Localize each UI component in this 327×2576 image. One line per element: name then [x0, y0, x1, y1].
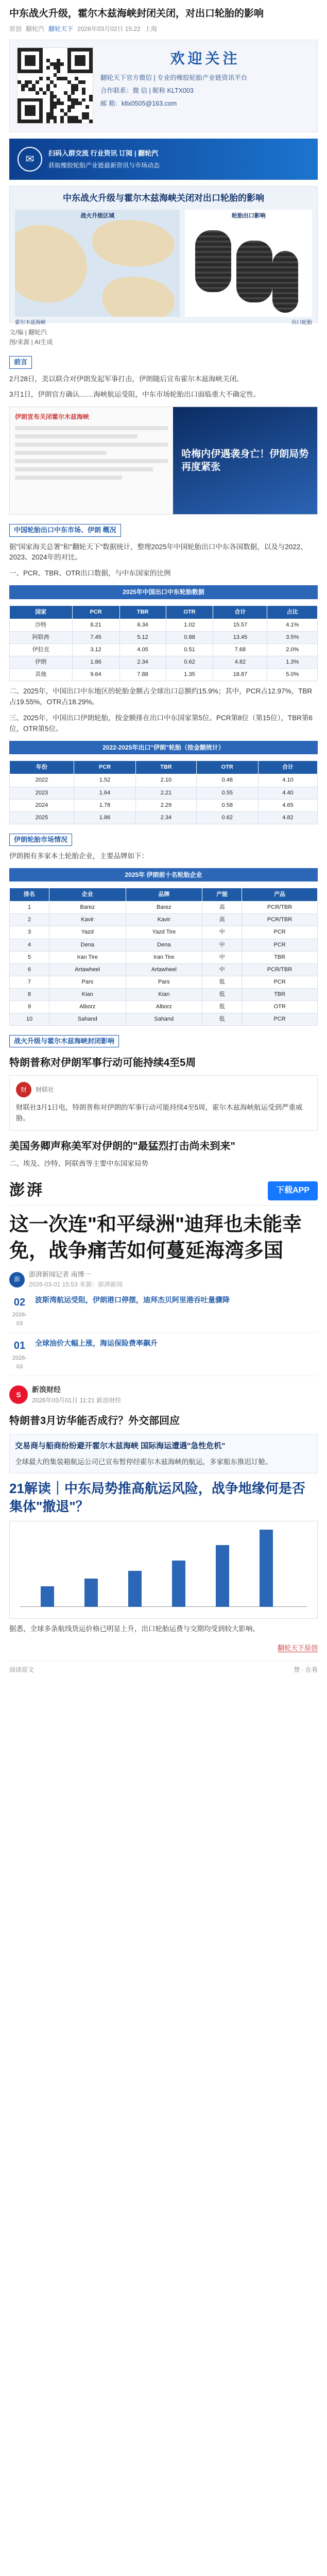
paragraph: 3月1日，伊朗官方确认……海峡航运受阻，中东市场轮胎出口面临重大不确定性。: [9, 391, 261, 399]
table-cell: Artawheel: [126, 963, 202, 976]
table-header-cell: 企业: [49, 888, 126, 902]
table-row: [10, 902, 318, 914]
banner-line-2: 获取橡胶轮胎产业链最新资讯与市场动态: [48, 161, 160, 169]
hero-foot-left: 霍尔木兹海峡: [15, 319, 46, 326]
table-cell: 中: [202, 963, 242, 976]
hero-foot-right: 出口轮胎: [291, 319, 312, 326]
table-cell: 6.34: [119, 619, 166, 631]
table-header-cell: OTR: [166, 605, 213, 619]
table-cell: 低: [202, 976, 242, 988]
chart-bar: [172, 1561, 185, 1607]
table-cell: Alborz: [49, 1001, 126, 1013]
table-cell: 1.3%: [267, 656, 318, 669]
table-cell: 4.82: [258, 811, 317, 824]
table-row: [10, 631, 318, 643]
download-app-button[interactable]: 下载APP: [268, 1181, 318, 1200]
table-cell: Iran Tire: [126, 951, 202, 963]
list-item[interactable]: [9, 1338, 318, 1376]
table-cell: 1.02: [166, 619, 213, 631]
banner-line-1: 扫码入群交流 行业资讯 订阅 | 翻轮汽: [48, 149, 159, 157]
table-cell: Pars: [126, 976, 202, 988]
meta-date: 2026年03月02日 15:22: [77, 25, 141, 32]
table-row: [10, 1013, 318, 1025]
table-cell: 4.05: [119, 644, 166, 656]
map-image: [15, 210, 180, 317]
table-cell: 8: [10, 988, 49, 1001]
table-header-cell: 产品: [242, 888, 318, 902]
table-row: [10, 988, 318, 1001]
table-header-cell: TBR: [119, 605, 166, 619]
table-cell: 伊朗: [10, 656, 73, 669]
table-header-cell: 合计: [258, 761, 317, 774]
table-cell: TBR: [242, 988, 318, 1001]
table-row: [10, 939, 318, 951]
table-cell: 2: [10, 914, 49, 926]
table-cell: 4.82: [213, 656, 267, 669]
list-text: 全球油价大幅上涨，海运保险费率飙升: [35, 1339, 158, 1348]
table-row: [10, 669, 318, 681]
table-cell: 高: [202, 914, 242, 926]
table-cell: Yazd Tire: [126, 926, 202, 939]
table-cell: Alborz: [126, 1001, 202, 1013]
table-cell: Kavir: [126, 914, 202, 926]
tire-label: 轮胎出口影响: [231, 212, 266, 219]
table-cell: 2.29: [136, 799, 197, 811]
table-cell: 0.58: [196, 799, 258, 811]
table-cell: 7.88: [119, 669, 166, 681]
table-cell: PCR: [242, 1013, 318, 1025]
table-cell: Barez: [49, 902, 126, 914]
table-cell: Iran Tire: [49, 951, 126, 963]
article-title: 中东战火升级，霍尔木兹海峡封闭关闭，对出口轮胎的影响: [9, 8, 264, 19]
welcome-line: 邮 箱：kltx0505@163.com: [100, 100, 177, 108]
table-row: [10, 1001, 318, 1013]
sina-logo-icon: S: [9, 1385, 28, 1404]
news-heading: 特朗普3月访华能否成行？外交部回应: [9, 1415, 180, 1427]
table-cell: 2.21: [136, 787, 197, 799]
table-cell: 5.0%: [267, 669, 318, 681]
source-note: 文/编 | 翻轮汽 图/来源 | AI生成: [9, 329, 53, 346]
table-cell: 1.64: [74, 787, 136, 799]
chart-bar: [84, 1579, 98, 1607]
table-cell: 9.64: [72, 669, 119, 681]
quote-author: 财联社: [36, 1086, 55, 1093]
meta-original: 原创: [9, 25, 22, 32]
table-cell: 0.62: [196, 811, 258, 824]
table-header-cell: 合计: [213, 605, 267, 619]
table-cell: 18.87: [213, 669, 267, 681]
table-row: [10, 799, 318, 811]
table-header-cell: 排名: [10, 888, 49, 902]
table-cell: 1.52: [74, 774, 136, 787]
table-cell: 0.48: [196, 774, 258, 787]
table-header-cell: PCR: [72, 605, 119, 619]
table-cell: 8.21: [72, 619, 119, 631]
paragraph: 据"国家海关总署"和"翻轮天下"数据统计，整理2025年中国轮胎出口中东各国数据，以及与2022、2023、2024年的对比。: [9, 543, 307, 562]
table-cell: 2022: [10, 774, 74, 787]
table-cell: 2023: [10, 787, 74, 799]
table-cell: 高: [202, 902, 242, 914]
table-cell: 0.62: [166, 656, 213, 669]
list-month: 2026-03: [12, 1355, 27, 1370]
section-tag-export: 中国轮胎出口中东市场、伊朗 概况: [9, 524, 121, 536]
thepaper-headline: 这一次连"和平绿洲"迪拜也未能幸免，战争痛苦如何蔓延海湾多国: [9, 1213, 302, 1262]
table-cell: Dena: [49, 939, 126, 951]
table-cell: 1: [10, 902, 49, 914]
table-cell: 阿联酋: [10, 631, 73, 643]
table-cell: 低: [202, 1001, 242, 1013]
list-month: 2026-03: [12, 1312, 27, 1327]
paragraph: 全球最大的集装箱航运公司已宣布暂停经霍尔木兹海峡的航运，多家船东推迟订舱。: [15, 1458, 272, 1466]
table-cell: 1.86: [74, 811, 136, 824]
hero-image: [9, 186, 318, 326]
table3-title: 2025年 伊朗前十名轮胎企业: [9, 868, 318, 882]
table-cell: Barez: [126, 902, 202, 914]
table-cell: PCR: [242, 976, 318, 988]
like-watch-buttons[interactable]: 赞 · 在看: [294, 1666, 318, 1673]
table-cell: 中: [202, 951, 242, 963]
welcome-line: 翻轮天下官方微信 | 专业的橡胶轮胎产业链资讯平台: [100, 74, 248, 81]
table-cell: 7.68: [213, 644, 267, 656]
table-cell: 伊拉克: [10, 644, 73, 656]
article-footer: [9, 1660, 318, 1675]
table-row: [10, 926, 318, 939]
list-text: 波斯湾航运受阻，伊朗港口停摆，迪拜杰贝阿里港吞吐量骤降: [35, 1296, 230, 1304]
table-cell: Dena: [126, 939, 202, 951]
table-header-cell: 年份: [10, 761, 74, 774]
table-cell: 4.1%: [267, 619, 318, 631]
section-tag-impact: 战火升级与霍尔木兹海峡封闭影响: [9, 1035, 119, 1047]
table-cell: 0.51: [166, 644, 213, 656]
map-label: 战火升级区域: [80, 212, 115, 219]
table-cell: 6: [10, 963, 49, 976]
table-cell: 1.86: [72, 656, 119, 669]
sina-name: 新浪财经: [32, 1385, 61, 1394]
news-heading: 美国务卿声称美军对伊朗的"最猛烈打击尚未到来": [9, 1140, 235, 1152]
paragraph: 一、PCR、TBR、OTR出口数据，与中东国家的比例: [9, 569, 171, 578]
highlight-box: [9, 1434, 318, 1473]
table-header-cell: OTR: [196, 761, 258, 774]
chart-bar: [128, 1571, 142, 1607]
quote-text: 财联社3月1日电，特朗普称对伊朗的军事行动可能持续4至5周，霍尔木兹海峡航运受到严重威胁。: [16, 1103, 303, 1122]
thepaper-date: 2026-03-01 15:53 来源：澎湃新闻: [29, 1281, 123, 1289]
table-cell: 3.12: [72, 644, 119, 656]
export-table: [9, 605, 318, 681]
paragraph: 据悉，全球多条航线货运价格已明显上升，出口轮胎运费与交期均受到较大影响。: [9, 1624, 260, 1633]
table-cell: 5: [10, 951, 49, 963]
table-cell: Kian: [49, 988, 126, 1001]
table-cell: TBR: [242, 951, 318, 963]
table2-title: 2022-2025年出口"伊朗"轮胎（按金额统计）: [9, 741, 318, 755]
table-cell: 4.40: [258, 787, 317, 799]
table-cell: PCR/TBR: [242, 963, 318, 976]
table-cell: Pars: [49, 976, 126, 988]
table-row: [10, 976, 318, 988]
meta-author: 翻轮汽: [26, 25, 45, 32]
paragraph: 伊朗拥有多家本土轮胎企业，主要品牌如下：: [9, 852, 148, 860]
table-cell: 4.10: [258, 774, 317, 787]
table-cell: 5.12: [119, 631, 166, 643]
table-cell: 1.78: [74, 799, 136, 811]
section-tag-intro: 前言: [9, 356, 32, 368]
table-row: [10, 787, 318, 799]
table-cell: 2.10: [136, 774, 197, 787]
subscribe-banner[interactable]: [9, 139, 318, 180]
paragraph: 三、2025年，中国出口伊朗轮胎，按金额排在出口中东国家第5位。PCR第8位（第15位），TBR第6位，OTR第5位。: [9, 714, 313, 733]
table-cell: Yazd: [49, 926, 126, 939]
highlight-title: 交易商与船商纷纷避开霍尔木兹海峡 国际海运遭遇"急性危机": [15, 1441, 226, 1450]
table-cell: PCR: [242, 926, 318, 939]
analysis-headline: 21解读｜中东局势推高航运风险，战争地缘何是否集体"撤退"？: [9, 1480, 305, 1514]
table-row: [10, 774, 318, 787]
table-row: [10, 619, 318, 631]
table-cell: 10: [10, 1013, 49, 1025]
list-day: 02: [13, 1297, 26, 1309]
iran-companies-table: [9, 888, 318, 1026]
table-cell: 0.88: [166, 631, 213, 643]
sina-meta: 2026年03月01日 11:21 新浪财经: [32, 1396, 122, 1404]
tire-image: [185, 210, 312, 317]
table-row: [10, 656, 318, 669]
section-tag-iran-market: 伊朗轮胎市场情况: [9, 834, 72, 846]
table-cell: 中: [202, 926, 242, 939]
table-cell: 9: [10, 1001, 49, 1013]
table-row: [10, 963, 318, 976]
news-quote-card: [9, 1075, 318, 1131]
chart-bar: [260, 1530, 273, 1607]
freight-chart-image: [9, 1521, 318, 1619]
thepaper-header: [9, 1177, 318, 1206]
avatar: 澎: [9, 1272, 25, 1287]
list-item[interactable]: [9, 1295, 318, 1333]
welcome-card: [9, 40, 318, 132]
wechat-icon: ✉: [18, 147, 42, 172]
avatar: 财: [16, 1082, 31, 1097]
read-original-link[interactable]: 阅读原文: [9, 1666, 35, 1673]
table-cell: OTR: [242, 1001, 318, 1013]
table-cell: 0.55: [196, 787, 258, 799]
hero-title: 中东战火升级与霍尔木兹海峡关闭对出口轮胎的影响: [63, 193, 264, 204]
footer-link[interactable]: [9, 1643, 318, 1653]
table-header-cell: PCR: [74, 761, 136, 774]
table-header-cell: 占比: [267, 605, 318, 619]
article-meta: [9, 24, 318, 34]
table-cell: 4.65: [258, 799, 317, 811]
table-cell: 7.45: [72, 631, 119, 643]
paragraph: 二、埃及、沙特、阿联酋等主要中东国家局势: [9, 1159, 148, 1167]
table-cell: 2.0%: [267, 644, 318, 656]
table-cell: 其他: [10, 669, 73, 681]
table-cell: 2.34: [119, 656, 166, 669]
table-header-cell: TBR: [136, 761, 197, 774]
table-cell: 2025: [10, 811, 74, 824]
welcome-text: [100, 47, 310, 125]
table-cell: 沙特: [10, 619, 73, 631]
table-cell: 低: [202, 1013, 242, 1025]
table-cell: 1.35: [166, 669, 213, 681]
table-cell: 3.5%: [267, 631, 318, 643]
table-cell: 13.45: [213, 631, 267, 643]
table-row: [10, 914, 318, 926]
paragraph: 二、2025年，中国出口中东地区的轮胎金额占全球出口总额约15.9%；其中，PCR占12.97%，TBR占19.55%，OTR占18.29%。: [9, 687, 313, 706]
table-cell: Artawheel: [49, 963, 126, 976]
thepaper-logo: 澎湃: [9, 1181, 44, 1199]
table-row: [10, 811, 318, 824]
welcome-title: 欢迎关注: [170, 50, 240, 67]
sina-source-row: [9, 1384, 318, 1405]
table-cell: 低: [202, 988, 242, 1001]
table-row: [10, 951, 318, 963]
table-header-cell: 国家: [10, 605, 73, 619]
table-cell: PCR: [242, 939, 318, 951]
table-cell: Kian: [126, 988, 202, 1001]
table-row: [10, 644, 318, 656]
table-header-cell: 品牌: [126, 888, 202, 902]
news-screenshot: [9, 406, 318, 515]
news-right-headline: 哈梅内伊遇袭身亡！伊朗局势再度紧张: [181, 448, 309, 473]
list-day: 01: [13, 1340, 26, 1352]
table-cell: Kavir: [49, 914, 126, 926]
paragraph: 2月28日，美以联合对伊朗发起军事打击，伊朗随后宣布霍尔木兹海峡关闭。: [9, 375, 244, 383]
table-cell: 15.57: [213, 619, 267, 631]
meta-location: 上海: [144, 25, 157, 32]
table-cell: 中: [202, 939, 242, 951]
table-cell: 2024: [10, 799, 74, 811]
table-header-cell: 产能: [202, 888, 242, 902]
chart-bar: [41, 1586, 54, 1607]
table1-title: 2025年中国出口中东轮胎数据: [9, 585, 318, 599]
table-cell: 7: [10, 976, 49, 988]
table-cell: Sahand: [126, 1013, 202, 1025]
meta-account-link[interactable]: 翻轮天下: [48, 25, 74, 32]
table-cell: 4: [10, 939, 49, 951]
table-cell: 3: [10, 926, 49, 939]
chart-bar: [216, 1545, 229, 1607]
footer-link-text[interactable]: 翻轮天下原创: [277, 1643, 318, 1652]
qr-code[interactable]: [17, 47, 93, 124]
news-heading: 特朗普称对伊朗军事行动可能持续4至5周: [9, 1057, 196, 1069]
iran-export-table: [9, 760, 318, 824]
table-cell: Sahand: [49, 1013, 126, 1025]
table-cell: 2.34: [136, 811, 197, 824]
thepaper-source: 澎湃新闻记者 南博一: [29, 1270, 91, 1279]
table-cell: PCR/TBR: [242, 902, 318, 914]
news-left-headline: 伊朗宣布关闭霍尔木兹海峡: [15, 413, 90, 421]
table-cell: PCR/TBR: [242, 914, 318, 926]
welcome-line: 合作联系：微 信 | 昵称 KLTX003: [100, 87, 194, 94]
